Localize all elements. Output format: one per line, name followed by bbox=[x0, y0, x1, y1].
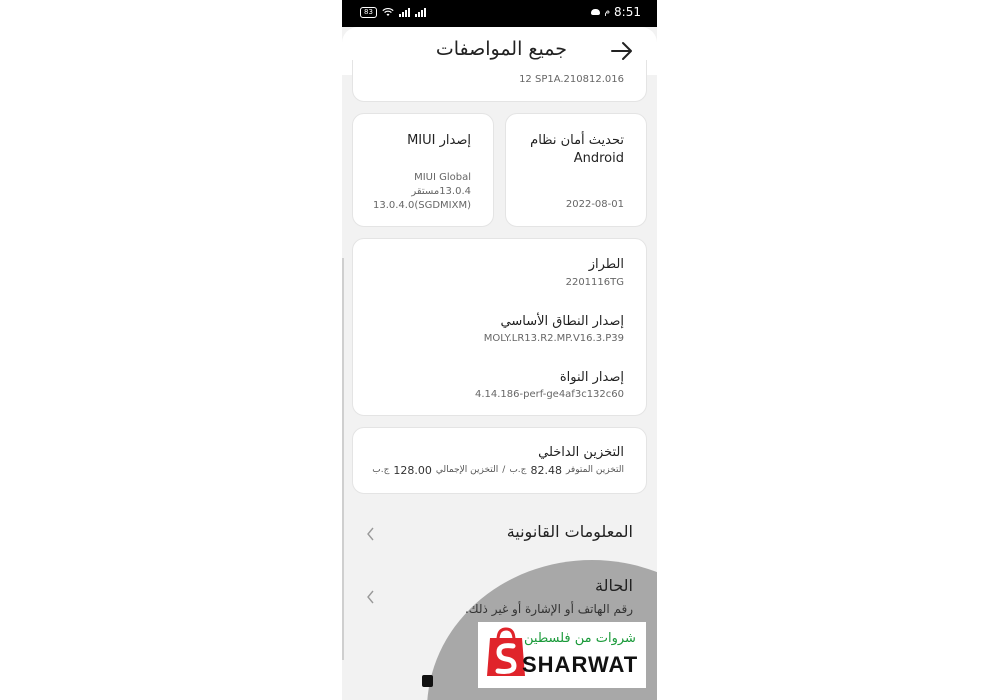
miui-stable-value: 13.0.4مستقر bbox=[411, 186, 471, 197]
signal-icon bbox=[399, 8, 410, 17]
status-row-subtitle: رقم الهاتف أو الإشارة أو غير ذلك. bbox=[464, 602, 633, 616]
kernel-label: إصدار النواة bbox=[559, 370, 624, 385]
phone-screen bbox=[342, 0, 657, 700]
security-patch-value: 2022-08-01 bbox=[565, 199, 624, 210]
battery-indicator: 83 bbox=[360, 7, 377, 18]
scroll-indicator bbox=[342, 258, 344, 660]
chevron-left-icon bbox=[366, 590, 375, 604]
status-icons-left bbox=[360, 7, 426, 18]
available-storage-label: التخزين المتوفر bbox=[565, 465, 624, 475]
storage-summary bbox=[372, 464, 624, 477]
miui-version-label: إصدار MIUI bbox=[407, 133, 471, 148]
baseband-label: إصدار النطاق الأساسي bbox=[500, 314, 624, 329]
legal-info-title: المعلومات القانونية bbox=[506, 522, 633, 541]
os-version-card[interactable] bbox=[352, 60, 647, 102]
watermark-latin-text: SHARWAT bbox=[522, 652, 639, 677]
wifi-icon bbox=[382, 8, 394, 17]
miui-global-value: MIUI Global bbox=[414, 172, 471, 183]
total-storage-unit: ج.ب bbox=[372, 465, 390, 475]
shopping-bag-logo bbox=[486, 626, 526, 680]
storage-separator: / bbox=[502, 465, 506, 475]
total-storage-value: 128.00 bbox=[393, 464, 432, 477]
baseband-value: MOLY.LR13.R2.MP.V16.3.P39 bbox=[483, 333, 624, 344]
available-storage-value: 82.48 bbox=[530, 464, 562, 477]
signal-icon-secondary bbox=[415, 8, 426, 17]
available-storage-unit: ج.ب bbox=[509, 465, 527, 475]
cloud-icon bbox=[591, 9, 600, 15]
status-icons-right bbox=[591, 5, 641, 19]
model-label: الطراز bbox=[588, 257, 624, 272]
os-version-value: 12 SP1A.210812.016 bbox=[519, 74, 624, 85]
security-patch-label-android: Android bbox=[573, 151, 624, 166]
miui-version-card[interactable] bbox=[352, 113, 494, 227]
internal-storage-card[interactable] bbox=[352, 427, 647, 494]
chevron-left-icon bbox=[366, 527, 375, 541]
status-row-title: الحالة bbox=[595, 576, 633, 595]
page-title: جميع المواصفات bbox=[435, 38, 567, 60]
back-arrow-icon[interactable] bbox=[610, 41, 634, 61]
status-bar bbox=[342, 0, 657, 27]
device-info-card bbox=[352, 238, 647, 416]
watermark-arabic-text: شروات من فلسطين bbox=[524, 631, 636, 646]
total-storage-label: التخزين الإجمالي bbox=[435, 465, 499, 475]
kernel-value: 4.14.186-perf-ge4af3c132c60 bbox=[474, 389, 624, 400]
model-value: 2201116TG bbox=[565, 277, 624, 288]
time-meridiem: م bbox=[604, 7, 611, 17]
miui-build-value: 13.0.4.0(SGDMIXM) bbox=[372, 200, 471, 211]
legal-info-row[interactable] bbox=[342, 510, 657, 556]
internal-storage-label: التخزين الداخلي bbox=[538, 445, 624, 460]
status-row[interactable] bbox=[342, 568, 657, 628]
security-patch-card[interactable] bbox=[505, 113, 647, 227]
clock: 8:51 bbox=[614, 5, 641, 19]
sharwat-watermark bbox=[478, 622, 646, 688]
security-patch-label: تحديث أمان نظام bbox=[530, 133, 624, 148]
navigation-home-button[interactable] bbox=[422, 675, 433, 687]
